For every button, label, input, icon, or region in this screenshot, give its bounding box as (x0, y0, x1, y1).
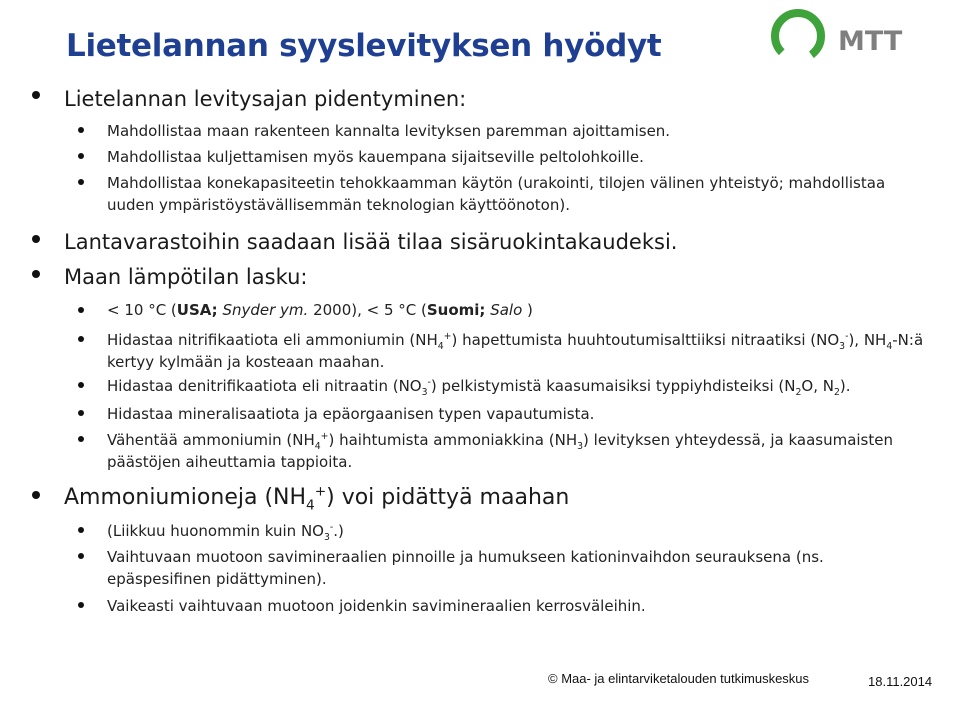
list-item-ammonia-volatilisation: Vähentää ammoniumin $(NH_4^+)$ haihtumista ammoniakkina $(NH_3)$ levityksen yhteydessä, ja kaasumaisten päästöjen aiheuttamia tappioita. (107, 431, 893, 471)
section-heading-ammonium-retention: Ammoniumioneja $(NH_4^+)$ voi pidättyä maahan (64, 483, 570, 514)
list-item-mineralisation: Hidastaa mineralisaatiota ja epäorgaanisen typen vapautumista. (107, 405, 595, 423)
bullet-icon (78, 553, 84, 559)
logo-text: MTT (838, 26, 903, 57)
bullet-icon (78, 436, 84, 442)
bullet-icon (78, 127, 84, 133)
list-item: Mahdollistaa maan rakenteen kannalta levityksen paremman ajoittamisen. (107, 122, 671, 140)
bullet-icon (78, 336, 84, 342)
bullet-icon (78, 410, 84, 416)
slide-footer (548, 671, 938, 689)
section-heading-storage: Lantavarastoihin saadaan lisää tilaa sisäruokintakaudeksi. (64, 230, 678, 254)
bullet-icon (78, 307, 84, 313)
list-item-mobility: (Liikkuu huonommin kuin $NO_3^-$.) (107, 522, 344, 543)
bullet-icon (32, 91, 40, 99)
list-item-temperature-thresholds: < 10 °C (USA; Snyder ym. 2000), < 5 °C (Suomi; Salo ) (107, 301, 533, 319)
bullet-icon (32, 235, 40, 243)
list-item: Mahdollistaa konekapasiteetin tehokkaamman käytön (urakointi, tilojen välinen yhteistyö; mahdollistaa uuden ympäristöystävällisemmän teknologian käyttöönoton). (107, 174, 886, 214)
bullet-icon (78, 179, 84, 185)
footer-organization: © Maa- ja elintarviketalouden tutkimuskeskus (548, 671, 810, 686)
bullet-icon (78, 527, 84, 533)
bullet-icon (78, 602, 84, 608)
footer-date: 18.11.2014 (868, 674, 933, 689)
bullet-icon (32, 491, 40, 499)
section-heading-spreading-period: Lietelannan levitysajan pidentyminen: (64, 87, 467, 111)
list-item-exchangeable: Vaihtuvaan muotoon savimineraalien pinnoille ja humukseen kationinvaihdon seurauksena (ns. epäspesifinen pidättyminen). (107, 548, 824, 588)
bullet-icon (78, 153, 84, 159)
slide-title: Lietelannan syyslevityksen hyödyt (66, 28, 662, 64)
bullet-icon (78, 382, 84, 388)
list-item-denitrification: Hidastaa denitrifikaatiota eli nitraatin $(NO_3^-)$ pelkistymistä kaasumaisiksi typpiyhdisteiksi ($N_2O$, $N_2$). (107, 377, 851, 398)
section-heading-soil-temperature: Maan lämpötilan lasku: (64, 265, 308, 289)
list-item: Mahdollistaa kuljettamisen myös kauempana sijaitseville peltolohkoille. (107, 148, 644, 166)
list-item-fixed: Vaikeasti vaihtuvaan muotoon joidenkin savimineraalien kerrosväleihin. (107, 597, 646, 615)
bullet-icon (32, 270, 40, 278)
list-item-nitrification: Hidastaa nitrifikaatiota eli ammoniumin $(NH_4^+)$ hapettumista huuhtoutumisalttiiksi nitraatiksi $(NO_3^-)$, $NH_4-N:ä$ kertyy kylmään ja kosteaan maahan. (107, 331, 924, 371)
